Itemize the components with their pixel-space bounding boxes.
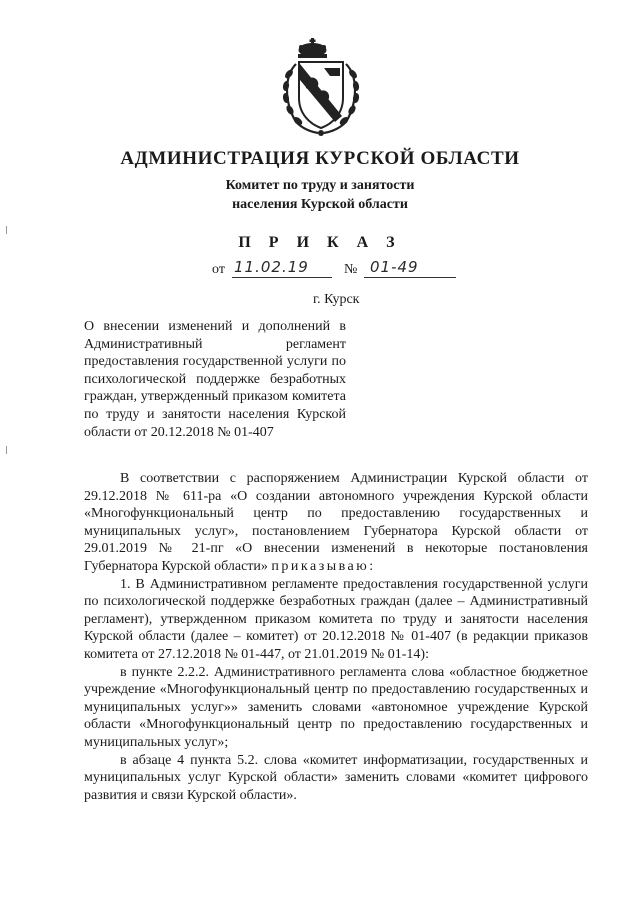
date-value: 11.02.19: [234, 258, 309, 276]
scan-margin-mark: [6, 446, 7, 454]
preamble-text: В соответствии с распоряжением Администрации Курской области от 29.12.2018 № 611-ра «О создании автономного учреждения Курской области «Многофункциональный центр по предоставлению государственных и муниципальных услуг», постановлением Губернатора Курской области от 29.01.2019 № 21-пг «О внесении изменений в некоторые постановления Губернатора Курской области»: [84, 471, 588, 574]
order-subject: О внесении изменений и дополнений в Административный регламент предоставления государственной услуги по психологической поддержке безработных граждан, утвержденный приказом комитета по труду и занятости населения Курской области от 20.12.2018 № 01-407: [84, 319, 346, 440]
city: г. Курск: [313, 292, 360, 307]
preamble-colon: :: [369, 558, 374, 574]
order-title: П Р И К А З: [238, 234, 402, 251]
kursk-coat-of-arms-icon: [282, 36, 360, 138]
committee-name: [0, 176, 640, 214]
scan-margin-mark: [6, 226, 7, 234]
number-value: 01-49: [370, 258, 419, 276]
order-body: [84, 470, 588, 804]
committee-line-2: населения Курской области: [232, 197, 408, 212]
number-label: №: [344, 262, 358, 277]
paragraph-item-1: 1. В Административном регламенте предоставления государственной услуги по психологической поддержке безработных граждан (далее – Административный регламент), утвержденном приказом комитета по труду и занятости населения Курской области (далее – комитет) от 20.12.2018 № 01-407 (в редакции приказов комитета от 27.12.2018 № 01-447, от 21.01.2019 № 01-14):: [84, 576, 588, 662]
order-date-number-line: [212, 258, 472, 280]
paragraph-preamble: [84, 470, 588, 576]
administration-title: АДМИНИСТРАЦИЯ КУРСКОЙ ОБЛАСТИ: [120, 148, 520, 169]
date-underline: [232, 277, 332, 278]
order-word: приказываю: [271, 558, 370, 574]
paragraph-item-3: в абзаце 4 пункта 5.2. слова «комитет информатизации, государственных и муниципальных услуг Курской области» заменить словами «комитет цифрового развития и связи Курской области».: [84, 752, 588, 803]
date-label: от: [212, 262, 225, 277]
number-underline: [364, 277, 456, 278]
committee-line-1: Комитет по труду и занятости: [225, 178, 415, 193]
paragraph-item-2: в пункте 2.2.2. Административного регламента слова «областное бюджетное учреждение «Многофункциональный центр по предоставлению государственных и муниципальных услуг»» заменить словами «автономное учреждение Курской области «Многофункциональный центр по предоставлению государственных и муниципальных услуг»;: [84, 664, 588, 750]
